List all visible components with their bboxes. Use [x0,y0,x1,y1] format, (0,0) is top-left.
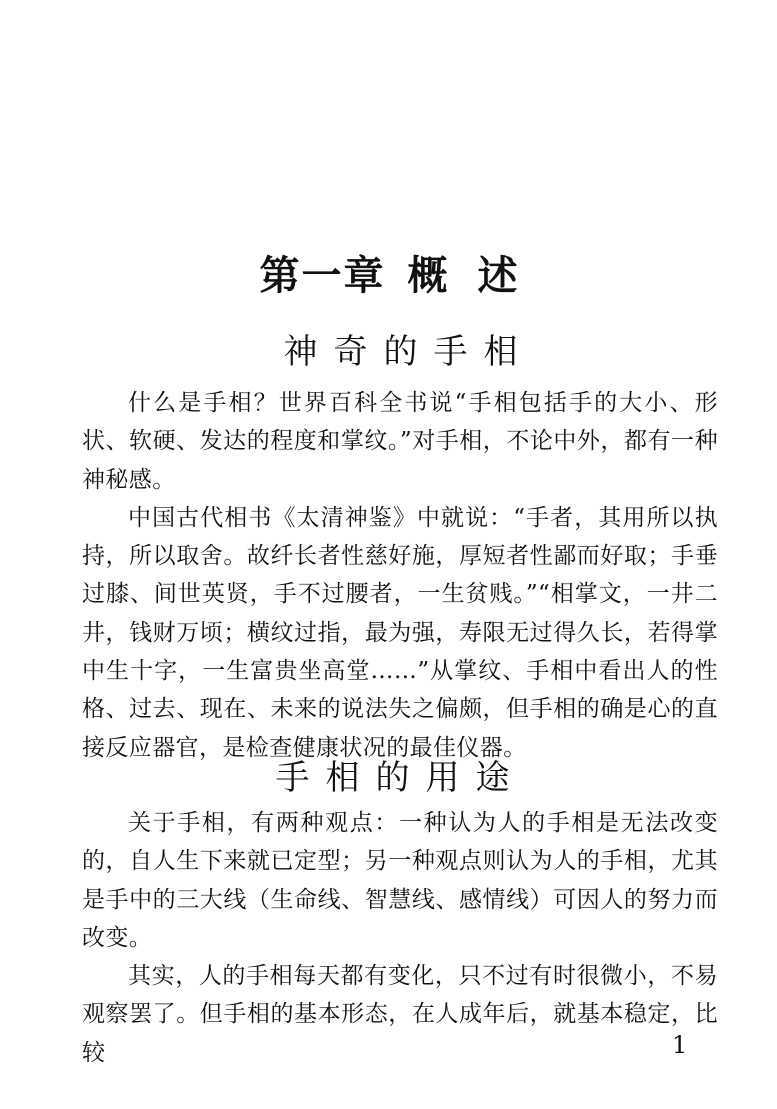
paragraph: 其实，人的手相每天都有变化，只不过有时很微小，不易观察罢了。但手相的基本形态，在人成年后，就基本稳定，比较 [82,963,718,1066]
paragraph: 什么是手相？世界百科全书说“手相包括手的大小、形状、软硬、发达的程度和掌纹。”对手相，不论中外，都有一种神秘感。 [82,390,718,493]
section-title-1: 神奇的手相 [283,332,534,372]
section-title-2: 手相的用途 [275,758,526,798]
paragraph: 中国古代相书《太清神鉴》中就说：“手者，其用所以执持，所以取舍。故纤长者性慈好施，厚短者性鄙而好取；手垂过膝、间世英贤，手不过腰者，一生贫贱。”“相掌文，一井二井，钱财万顷；横纹过指，最为强，寿限无过得久长，若得掌中生十字，一生富贵坐高堂……”从掌纹、手相中看出人的性格、过去、现在、未来的说法失之偏颇，但手相的确是心的直接反应器官，是检查健康状况的最佳仪器。 [82,504,718,761]
page-number: 1 [672,1031,688,1059]
paragraph: 关于手相，有两种观点：一种认为人的手相是无法改变的，自人生下来就已定型；另一种观点则认为人的手相，尤其是手中的三大线（生命线、智慧线、感情线）可因人的努力而改变。 [82,810,718,951]
chapter-title [0,248,777,304]
section-body-1 [82,384,718,767]
section-body-2 [82,804,718,1072]
chapter-number: 第一章 [259,253,386,299]
chapter-name: 概述 [407,253,548,299]
